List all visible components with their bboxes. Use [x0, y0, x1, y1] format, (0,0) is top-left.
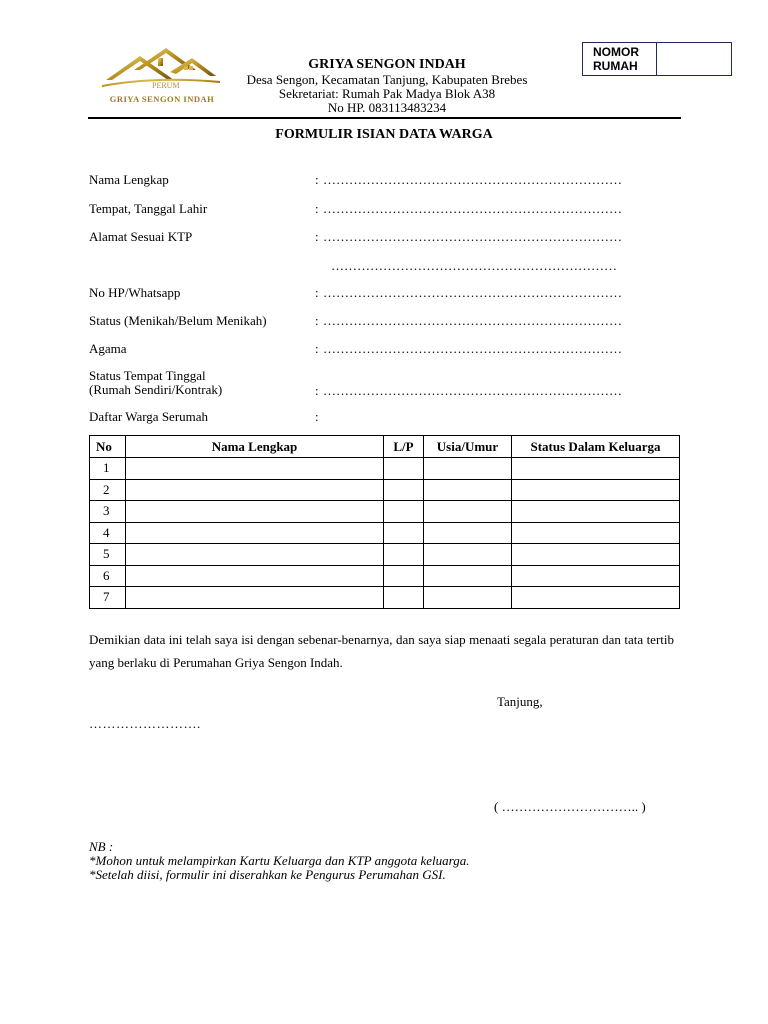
svg-text:PERUM: PERUM	[152, 81, 180, 90]
row-number: 5	[90, 544, 126, 566]
declaration-statement: Demikian data ini telah saya isi dengan sebenar-benarnya, dan saya siap menaati segala peraturan dan tata tertib yang berlaku di Perumahan Griya Sengon Indah.	[89, 632, 674, 670]
notes-heading: NB :	[89, 839, 114, 854]
field-colon: :	[315, 201, 319, 216]
table-header-row	[90, 436, 680, 458]
cell-lp[interactable]	[384, 522, 424, 544]
row-number: 4	[90, 522, 126, 544]
cell-nama[interactable]	[126, 544, 384, 566]
cell-nama[interactable]	[126, 587, 384, 609]
field-label: No HP/Whatsapp	[89, 285, 181, 300]
cell-usia[interactable]	[424, 458, 512, 480]
table-row	[90, 479, 680, 501]
signature-blank[interactable]: ( ………………………….. )	[494, 799, 646, 814]
cell-status[interactable]	[512, 501, 680, 523]
cell-nama[interactable]	[126, 522, 384, 544]
row-number: 7	[90, 587, 126, 609]
table-row	[90, 501, 680, 523]
field-blank[interactable]: ……………………………………………………………	[323, 173, 622, 187]
field-blank[interactable]: ……………………………………………………………	[323, 314, 622, 328]
cell-status[interactable]	[512, 479, 680, 501]
cell-status[interactable]	[512, 458, 680, 480]
griya-sengon-indah-logo	[96, 40, 228, 110]
cell-nama[interactable]	[126, 458, 384, 480]
field-colon: :	[315, 229, 319, 244]
house-number-box	[582, 42, 732, 76]
field-label-sub: (Rumah Sendiri/Kontrak)	[89, 382, 223, 397]
form-title: FORMULIR ISIAN DATA WARGA	[275, 127, 493, 142]
address-line: Desa Sengon, Kecamatan Tanjung, Kabupaten Brebes	[246, 72, 528, 87]
table-row	[90, 544, 680, 566]
table-row	[90, 522, 680, 544]
field-colon: :	[315, 341, 319, 356]
cell-lp[interactable]	[384, 544, 424, 566]
cell-nama[interactable]	[126, 501, 384, 523]
cell-status[interactable]	[512, 565, 680, 587]
household-members-table	[89, 435, 680, 609]
field-colon: :	[315, 313, 319, 328]
row-number: 2	[90, 479, 126, 501]
field-blank[interactable]: …………………………………………………………	[331, 259, 617, 273]
secretariat-line: Sekretariat: Rumah Pak Madya Blok A38	[278, 86, 496, 101]
cell-status[interactable]	[512, 587, 680, 609]
field-label: Alamat Sesuai KTP	[89, 229, 193, 244]
field-colon: :	[315, 409, 319, 424]
letterhead	[228, 56, 546, 115]
table-row	[90, 565, 680, 587]
field-blank[interactable]: ……………………………………………………………	[323, 230, 622, 244]
table-row	[90, 587, 680, 609]
column-header-status: Status Dalam Keluarga	[512, 436, 680, 458]
date-blank[interactable]: …………………….	[89, 716, 201, 731]
cell-lp[interactable]	[384, 458, 424, 480]
cell-lp[interactable]	[384, 501, 424, 523]
cell-lp[interactable]	[384, 587, 424, 609]
cell-usia[interactable]	[424, 522, 512, 544]
field-colon: :	[315, 285, 319, 300]
column-header-no: No	[90, 436, 126, 458]
field-blank[interactable]: ……………………………………………………………	[323, 384, 622, 398]
field-colon: :	[315, 172, 319, 187]
column-header-nama: Nama Lengkap	[126, 436, 384, 458]
cell-usia[interactable]	[424, 479, 512, 501]
table-row	[90, 458, 680, 480]
field-label: Agama	[89, 341, 127, 356]
field-label: Nama Lengkap	[89, 172, 169, 187]
house-number-label: NOMOR RUMAH	[583, 43, 657, 75]
cell-usia[interactable]	[424, 501, 512, 523]
field-colon: :	[315, 383, 319, 398]
cell-lp[interactable]	[384, 479, 424, 501]
field-label: Status Tempat Tinggal	[89, 368, 206, 383]
field-blank[interactable]: ……………………………………………………………	[323, 202, 622, 216]
field-label: Tempat, Tanggal Lahir	[89, 201, 208, 216]
field-blank[interactable]: ……………………………………………………………	[323, 342, 622, 356]
row-number: 3	[90, 501, 126, 523]
phone-line: No HP. 083113483234	[327, 100, 447, 115]
field-label: Status (Menikah/Belum Menikah)	[89, 313, 267, 328]
field-blank[interactable]: ……………………………………………………………	[323, 286, 622, 300]
cell-usia[interactable]	[424, 544, 512, 566]
cell-usia[interactable]	[424, 565, 512, 587]
note-line-2: *Setelah diisi, formulir ini diserahkan ke Pengurus Perumahan GSI.	[89, 867, 446, 882]
notes-section	[89, 840, 469, 882]
column-header-usia: Usia/Umur	[424, 436, 512, 458]
field-label: Daftar Warga Serumah	[89, 409, 209, 424]
cell-usia[interactable]	[424, 587, 512, 609]
organization-name: GRIYA SENGON INDAH	[308, 57, 466, 72]
cell-status[interactable]	[512, 522, 680, 544]
house-number-field[interactable]	[657, 43, 731, 75]
place-label: Tanjung,	[497, 694, 543, 709]
row-number: 1	[90, 458, 126, 480]
svg-text:GRIYA SENGON INDAH: GRIYA SENGON INDAH	[109, 94, 215, 104]
note-line-1: *Mohon untuk melampirkan Kartu Keluarga dan KTP anggota keluarga.	[89, 853, 470, 868]
column-header-lp: L/P	[384, 436, 424, 458]
cell-nama[interactable]	[126, 565, 384, 587]
row-number: 6	[90, 565, 126, 587]
cell-status[interactable]	[512, 544, 680, 566]
header-divider	[88, 117, 681, 119]
cell-nama[interactable]	[126, 479, 384, 501]
cell-lp[interactable]	[384, 565, 424, 587]
